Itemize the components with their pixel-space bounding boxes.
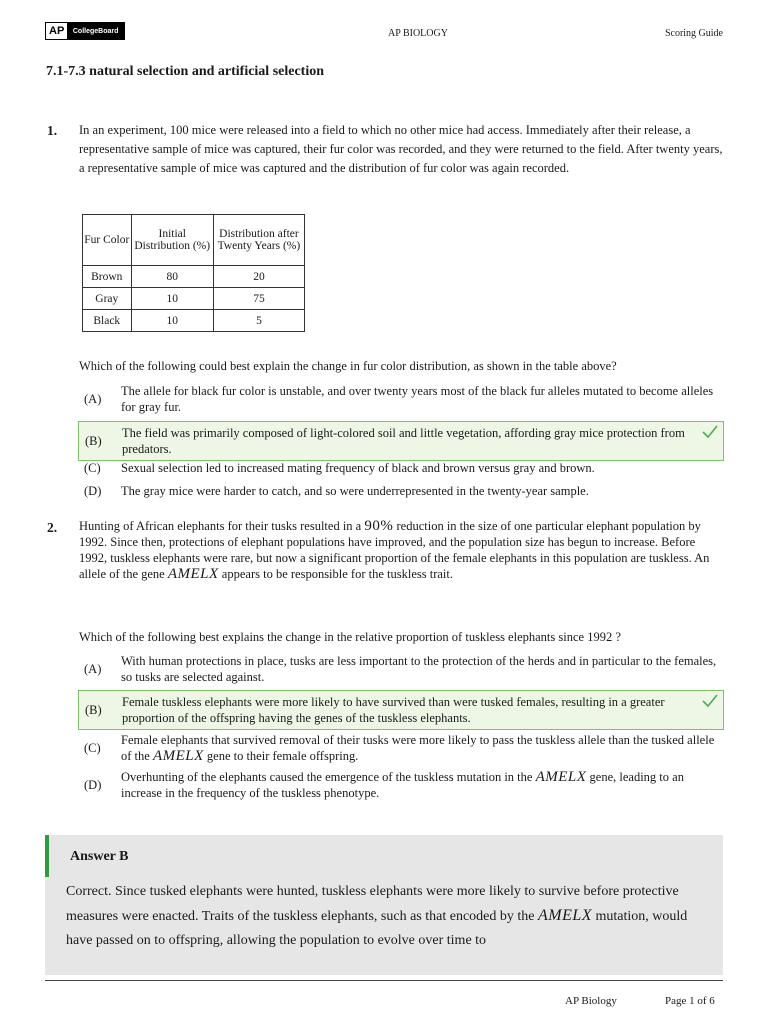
- table-row: [83, 310, 305, 332]
- table-row: [83, 266, 305, 288]
- answer-text-part: mutation, would have passed on to offspring, allowing the population to evolve over time to: [66, 909, 688, 948]
- table-cell: Gray: [83, 288, 132, 310]
- option-text: [121, 769, 724, 801]
- table-cell: 10: [131, 310, 213, 332]
- option-text: Sexual selection led to increased mating frequency of black and brown versus gray and brown.: [121, 461, 595, 475]
- table-cell: 75: [213, 288, 304, 310]
- option-letter: (B): [85, 703, 102, 717]
- option-letter: (D): [84, 778, 102, 792]
- q1-option-d[interactable]: [78, 482, 724, 500]
- stem-text: appears to be responsible for the tuskless trait.: [218, 567, 453, 581]
- answer-title: Answer B: [70, 849, 129, 864]
- option-text: The field was primarily composed of light-colored soil and little vegetation, affording gray mice protection from predators.: [122, 426, 685, 456]
- question-1-prompt: Which of the following could best explain the change in fur color distribution, as shown in the table above?: [79, 359, 617, 373]
- answer-accent-bar: [45, 835, 49, 877]
- logo-ap-text: AP: [46, 23, 67, 39]
- footer-subject: AP Biology: [565, 995, 617, 1007]
- option-text: The gray mice were harder to catch, and so were underrepresented in the twenty-year sample.: [121, 484, 589, 498]
- table-header-cell: Fur Color: [83, 215, 132, 266]
- table-cell: Black: [83, 310, 132, 332]
- table-row: [83, 288, 305, 310]
- table-cell: 5: [213, 310, 304, 332]
- footer-page-number: Page 1 of 6: [665, 995, 715, 1007]
- gene-name: AMELX: [537, 907, 593, 924]
- table-header-row: [83, 215, 305, 266]
- option-text-part: Female elephants that survived removal of their tusks were more likely to pass the tuskless allele than the tusked allele of the: [121, 733, 715, 763]
- q1-option-b-correct[interactable]: [78, 421, 724, 461]
- fur-color-table: [82, 214, 305, 332]
- table-cell: Brown: [83, 266, 132, 288]
- option-text: [121, 732, 724, 764]
- option-letter: (A): [84, 662, 102, 676]
- gene-name: AMELX: [167, 566, 219, 582]
- option-text-part: Overhunting of the elephants caused the emergence of the tuskless mutation in the: [121, 770, 536, 784]
- header-scoring-guide: Scoring Guide: [664, 28, 723, 39]
- table-header-cell: Distribution after Twenty Years (%): [213, 215, 304, 266]
- option-text: With human protections in place, tusks are less important to the protection of the herds and in particular to the females, so tusks are selected against.: [121, 654, 717, 684]
- option-letter: (C): [84, 741, 101, 755]
- q2-option-a[interactable]: [78, 652, 724, 686]
- answer-text-part: Correct. Since tusked elephants were hunted, tuskless elephants were more likely to survive before protective measures were enacted. Traits of the tuskless elephants, such as that encoded by the: [66, 884, 679, 924]
- table-cell: 80: [131, 266, 213, 288]
- checkmark-icon: [701, 693, 719, 709]
- question-1-number: 1.: [47, 123, 58, 138]
- footer-divider: [45, 980, 723, 981]
- q1-option-c[interactable]: [78, 459, 724, 477]
- option-letter: (D): [84, 484, 102, 498]
- q1-option-a[interactable]: [78, 382, 724, 416]
- question-2-prompt: Which of the following best explains the change in the relative proportion of tuskless elephants since 1992 ?: [79, 630, 621, 644]
- question-2-stem: [79, 518, 725, 582]
- option-letter: (B): [85, 434, 102, 448]
- option-text: The allele for black fur color is unstable, and over twenty years most of the black fur alleles mutated to become alleles for gray fur.: [121, 384, 714, 414]
- answer-explanation: [66, 880, 716, 953]
- table-cell: 20: [213, 266, 304, 288]
- stem-percent: 90%: [364, 518, 394, 534]
- gene-name: AMELX: [152, 748, 204, 764]
- option-letter: (A): [84, 392, 102, 406]
- question-2-number: 2.: [47, 520, 58, 535]
- q2-option-b-correct[interactable]: [78, 690, 724, 730]
- table-header-cell: Initial Distribution (%): [131, 215, 213, 266]
- stem-text: reduction in the size of one particular elephant population by 1992. Since then, protections of elephant populations have improved, and the population size has begun to increase. Before 1992, tuskless elephants were rare, but now a significant proportion of the female elephants in this population are tuskless. An allele of the gene: [79, 519, 710, 581]
- stem-text: Hunting of African elephants for their tusks resulted in a: [79, 519, 365, 533]
- q2-option-d[interactable]: [78, 768, 724, 802]
- option-text: Female tuskless elephants were more likely to have survived than were tusked females, resulting in a greater proportion of the offspring having the genes of the tuskless elephants.: [122, 695, 665, 725]
- q2-option-c[interactable]: [78, 731, 724, 765]
- option-letter: (C): [84, 461, 101, 475]
- section-title: 7.1-7.3 natural selection and artificial selection: [46, 64, 325, 79]
- gene-name: AMELX: [535, 769, 587, 785]
- question-1-stem: In an experiment, 100 mice were released into a field to which no other mice had access. Immediately after their release, a representative sample of mice was captured, their fur color was recorded, and they were returned to the field. After twenty years, a representative sample of mice was captured and the distribution of fur color was again recorded.: [79, 123, 723, 175]
- table-cell: 10: [131, 288, 213, 310]
- option-text-part: gene, leading to an increase in the frequency of the tuskless phenotype.: [121, 770, 684, 800]
- logo-collegeboard-text: CollegeBoard: [67, 23, 124, 39]
- header-subject: AP BIOLOGY: [388, 28, 448, 39]
- checkmark-icon: [701, 424, 719, 440]
- option-text-part: gene to their female offspring.: [203, 749, 359, 763]
